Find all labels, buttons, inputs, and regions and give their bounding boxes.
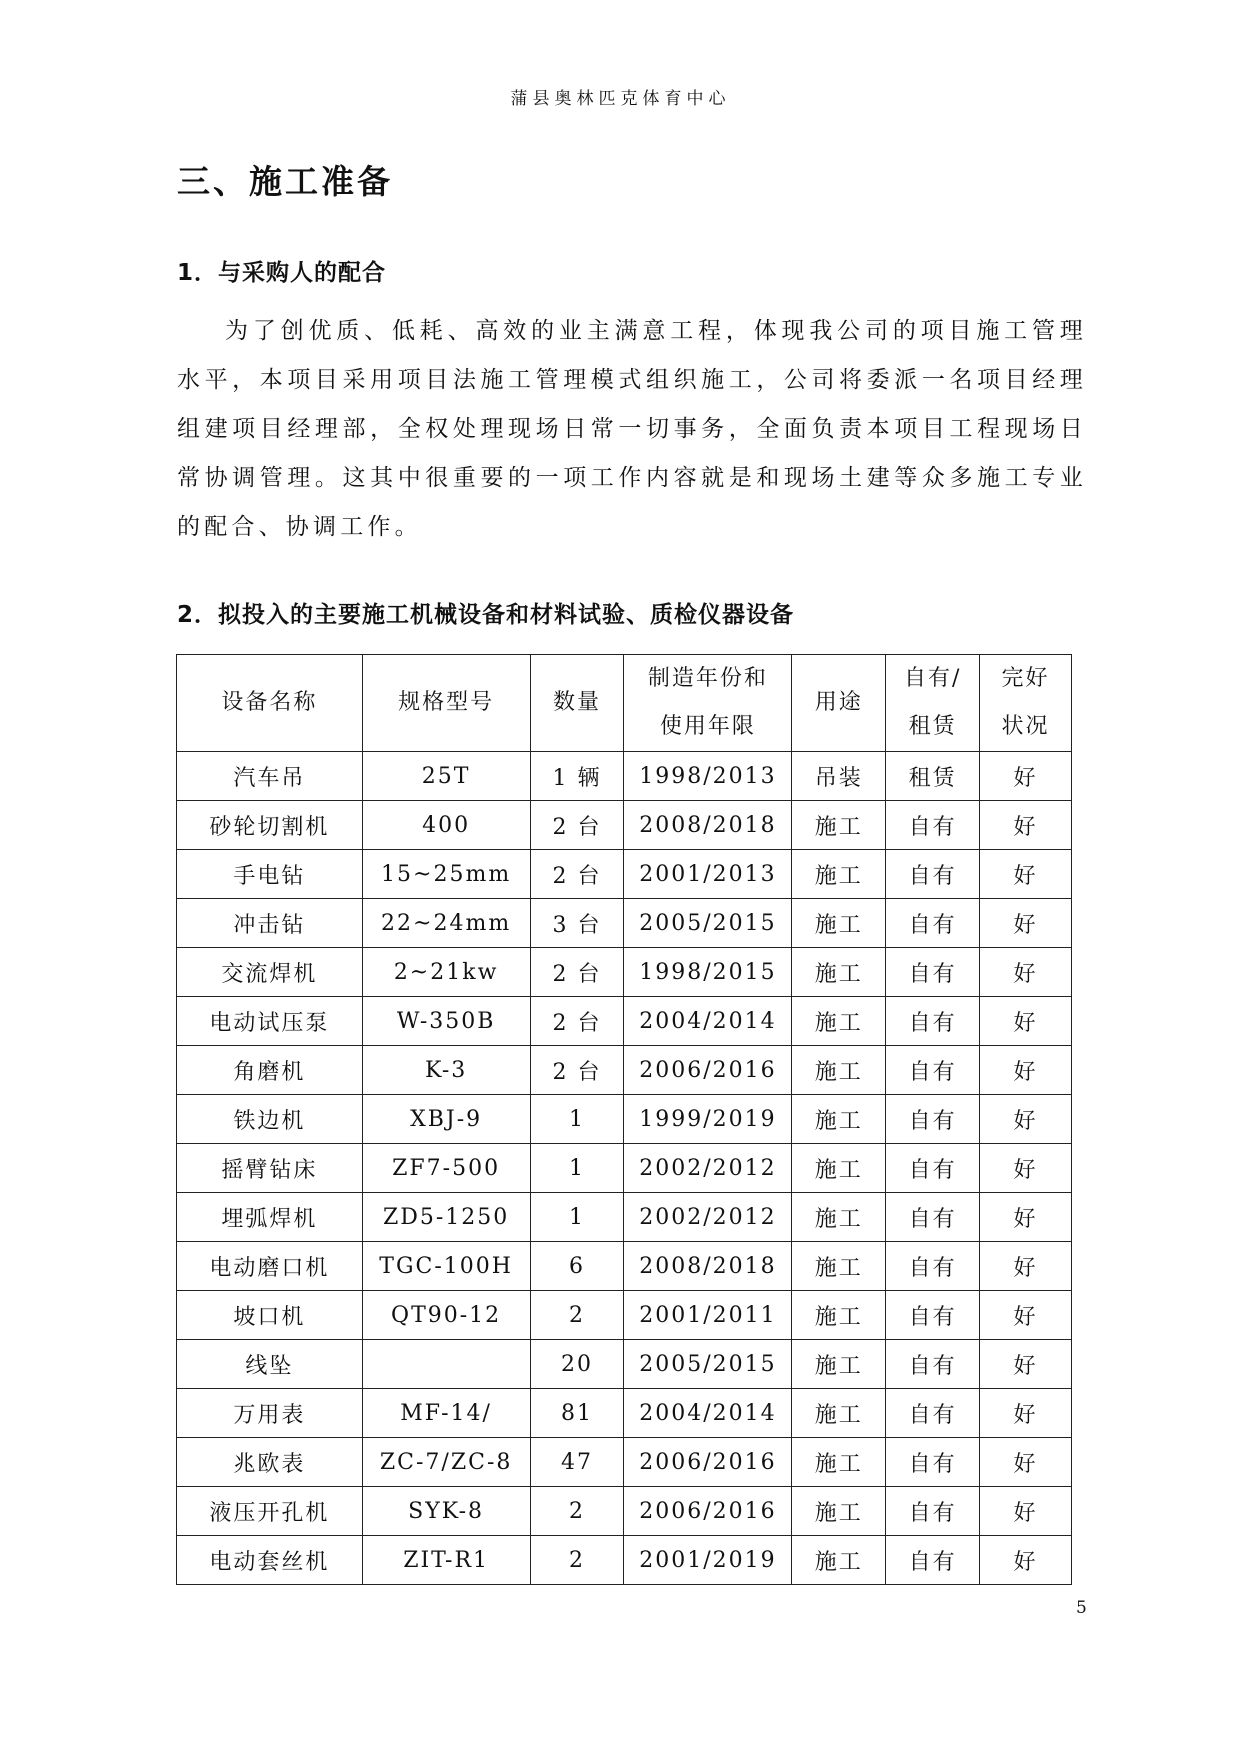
- table-cell: 1: [530, 1144, 624, 1193]
- table-cell: 租赁: [886, 752, 980, 801]
- table-cell: 兆欧表: [177, 1438, 363, 1487]
- table-cell: 施工: [792, 1046, 886, 1095]
- table-cell: 好: [980, 997, 1072, 1046]
- table-cell: 22~24mm: [362, 899, 530, 948]
- table-cell: 自有: [886, 1291, 980, 1340]
- header-cell: 用途: [792, 655, 886, 752]
- table-cell: ZC-7/ZC-8: [362, 1438, 530, 1487]
- table-cell: 万用表: [177, 1389, 363, 1438]
- table-row: [177, 1242, 1072, 1291]
- table-cell: 好: [980, 1291, 1072, 1340]
- running-header: 蒲县奥林匹克体育中心: [510, 89, 731, 109]
- table-cell: 电动试压泵: [177, 997, 363, 1046]
- table-cell: 自有: [886, 948, 980, 997]
- table-cell: 施工: [792, 1389, 886, 1438]
- table-cell: 25T: [362, 752, 530, 801]
- table-cell: 施工: [792, 850, 886, 899]
- table-cell: ZD5-1250: [362, 1193, 530, 1242]
- table-cell: 好: [980, 801, 1072, 850]
- table-cell: 2005/2015: [624, 899, 792, 948]
- table-cell: 好: [980, 850, 1072, 899]
- table-cell: 好: [980, 1193, 1072, 1242]
- header-cell: 设备名称: [177, 655, 363, 752]
- table-cell: 施工: [792, 1536, 886, 1585]
- table-cell: 2: [530, 1536, 624, 1585]
- table-row: [177, 1291, 1072, 1340]
- table-cell: 2002/2012: [624, 1193, 792, 1242]
- table-cell: 坡口机: [177, 1291, 363, 1340]
- table-cell: 好: [980, 948, 1072, 997]
- table-cell: 施工: [792, 1291, 886, 1340]
- table-cell: 埋弧焊机: [177, 1193, 363, 1242]
- table-cell: 自有: [886, 1487, 980, 1536]
- table-cell: 好: [980, 1095, 1072, 1144]
- table-cell: 施工: [792, 997, 886, 1046]
- table-cell: 好: [980, 1046, 1072, 1095]
- table-cell: 2001/2011: [624, 1291, 792, 1340]
- table-cell: 2 台: [530, 948, 624, 997]
- table-cell: 好: [980, 1389, 1072, 1438]
- table-cell: 2008/2018: [624, 801, 792, 850]
- table-cell: 施工: [792, 1340, 886, 1389]
- table-cell: 吊装: [792, 752, 886, 801]
- table-cell: 汽车吊: [177, 752, 363, 801]
- table-cell: 2004/2014: [624, 997, 792, 1046]
- table-cell: 自有: [886, 1193, 980, 1242]
- table-cell: 摇臂钻床: [177, 1144, 363, 1193]
- table-cell: 好: [980, 1144, 1072, 1193]
- table-cell: 手电钻: [177, 850, 363, 899]
- table-cell: 2002/2012: [624, 1144, 792, 1193]
- table-cell: MF-14/: [362, 1389, 530, 1438]
- table-cell: 电动磨口机: [177, 1242, 363, 1291]
- table-cell: 2~21kw: [362, 948, 530, 997]
- table-row: [177, 850, 1072, 899]
- table-cell: 自有: [886, 850, 980, 899]
- table-cell: 砂轮切割机: [177, 801, 363, 850]
- table-cell: 自有: [886, 1046, 980, 1095]
- table-cell: 自有: [886, 1095, 980, 1144]
- table-cell: 6: [530, 1242, 624, 1291]
- table-cell: 1: [530, 1193, 624, 1242]
- table-cell: 好: [980, 752, 1072, 801]
- subsection-2-title: 2．拟投入的主要施工机械设备和材料试验、质检仪器设备: [177, 602, 795, 628]
- table-cell: 自有: [886, 1536, 980, 1585]
- table-cell: 自有: [886, 899, 980, 948]
- table-cell: 2005/2015: [624, 1340, 792, 1389]
- table-row: [177, 1389, 1072, 1438]
- table-cell: 47: [530, 1438, 624, 1487]
- table-cell: 自有: [886, 1144, 980, 1193]
- table-row: [177, 1340, 1072, 1389]
- table-cell: 2006/2016: [624, 1046, 792, 1095]
- table-cell: 自有: [886, 801, 980, 850]
- table-cell: 1998/2015: [624, 948, 792, 997]
- table-cell: 好: [980, 1242, 1072, 1291]
- table-cell: 15~25mm: [362, 850, 530, 899]
- table-row: [177, 948, 1072, 997]
- table-cell: 自有: [886, 1389, 980, 1438]
- table-cell: 施工: [792, 899, 886, 948]
- table-cell: 施工: [792, 1095, 886, 1144]
- table-cell: 冲击钻: [177, 899, 363, 948]
- table-cell: 自有: [886, 1340, 980, 1389]
- table-cell: 2006/2016: [624, 1487, 792, 1536]
- table-cell: [362, 1340, 530, 1389]
- table-row: [177, 899, 1072, 948]
- table-cell: TGC-100H: [362, 1242, 530, 1291]
- table-cell: 施工: [792, 1242, 886, 1291]
- table-cell: 2006/2016: [624, 1438, 792, 1487]
- table-row: [177, 1095, 1072, 1144]
- table-cell: 2001/2019: [624, 1536, 792, 1585]
- table-row: [177, 997, 1072, 1046]
- table-header-row: [177, 655, 1072, 752]
- table-cell: 施工: [792, 1487, 886, 1536]
- table-cell: SYK-8: [362, 1487, 530, 1536]
- table-cell: 2 台: [530, 997, 624, 1046]
- table-cell: 20: [530, 1340, 624, 1389]
- table-row: [177, 801, 1072, 850]
- table-cell: 角磨机: [177, 1046, 363, 1095]
- table-cell: 施工: [792, 1438, 886, 1487]
- table-row: [177, 1487, 1072, 1536]
- table-row: [177, 1046, 1072, 1095]
- table-row: [177, 1193, 1072, 1242]
- table-cell: 好: [980, 1536, 1072, 1585]
- table-cell: W-350B: [362, 997, 530, 1046]
- table-row: [177, 752, 1072, 801]
- table-cell: QT90-12: [362, 1291, 530, 1340]
- table-row: [177, 1536, 1072, 1585]
- table-cell: 2: [530, 1487, 624, 1536]
- table-cell: 1 辆: [530, 752, 624, 801]
- table-cell: 交流焊机: [177, 948, 363, 997]
- header-cell: 完好 状况: [980, 655, 1072, 752]
- table-cell: 线坠: [177, 1340, 363, 1389]
- table-cell: ZF7-500: [362, 1144, 530, 1193]
- table-cell: 2 台: [530, 1046, 624, 1095]
- table-cell: 1998/2013: [624, 752, 792, 801]
- page-number: 5: [1076, 1598, 1087, 1618]
- subsection-1-title: 1．与采购人的配合: [177, 260, 387, 286]
- table-cell: 1: [530, 1095, 624, 1144]
- table-cell: 3 台: [530, 899, 624, 948]
- table-cell: 好: [980, 1487, 1072, 1536]
- table-row: [177, 1438, 1072, 1487]
- header-cell: 自有/ 租赁: [886, 655, 980, 752]
- table-cell: 自有: [886, 1438, 980, 1487]
- table-cell: 400: [362, 801, 530, 850]
- table-cell: 2004/2014: [624, 1389, 792, 1438]
- subsection-1-paragraph: 为了创优质、低耗、高效的业主满意工程，体现我公司的项目施工管理水平，本项目采用项目法施工管理模式组织施工，公司将委派一名项目经理组建项目经理部，全权处理现场日常一切事务，全面负责本项目工程现场日常协调管理。这其中很重要的一项工作内容就是和现场土建等众多施工专业的配合、协调工作。: [177, 318, 1087, 540]
- table-cell: 81: [530, 1389, 624, 1438]
- table-cell: 施工: [792, 1193, 886, 1242]
- header-cell: 数量: [530, 655, 624, 752]
- header-cell: 规格型号: [362, 655, 530, 752]
- table-cell: 2 台: [530, 850, 624, 899]
- table-cell: 2: [530, 1291, 624, 1340]
- table-cell: 自有: [886, 1242, 980, 1291]
- table-cell: 施工: [792, 801, 886, 850]
- table-cell: K-3: [362, 1046, 530, 1095]
- table-cell: 2 台: [530, 801, 624, 850]
- table-cell: 铁边机: [177, 1095, 363, 1144]
- table-cell: 液压开孔机: [177, 1487, 363, 1536]
- header-cell: 制造年份和 使用年限: [624, 655, 792, 752]
- table-cell: 2008/2018: [624, 1242, 792, 1291]
- table-cell: 施工: [792, 948, 886, 997]
- table-cell: 施工: [792, 1144, 886, 1193]
- table-cell: 好: [980, 1340, 1072, 1389]
- table-cell: 电动套丝机: [177, 1536, 363, 1585]
- table-cell: ZIT-R1: [362, 1536, 530, 1585]
- equipment-table: [176, 654, 1072, 1585]
- table-cell: 自有: [886, 997, 980, 1046]
- table-cell: 1999/2019: [624, 1095, 792, 1144]
- table-row: [177, 1144, 1072, 1193]
- table-cell: 好: [980, 1438, 1072, 1487]
- table-cell: XBJ-9: [362, 1095, 530, 1144]
- section-title: 三、施工准备: [177, 162, 393, 201]
- table-cell: 好: [980, 899, 1072, 948]
- table-cell: 2001/2013: [624, 850, 792, 899]
